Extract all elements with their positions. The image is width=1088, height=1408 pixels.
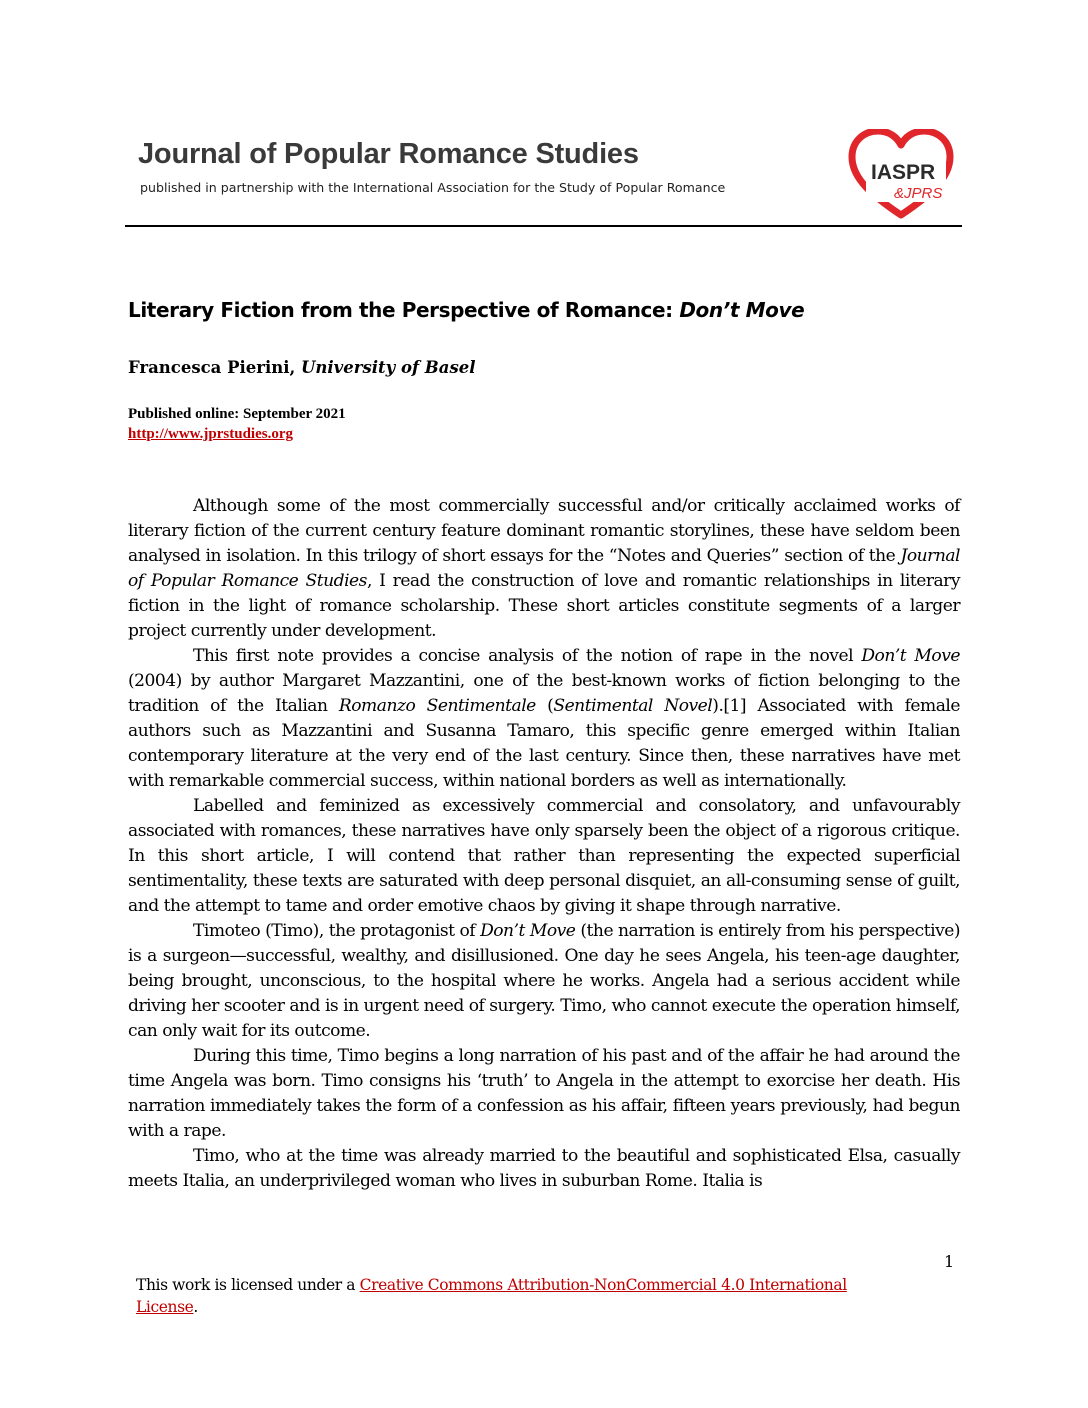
- body-paragraph-1: [128, 494, 960, 644]
- italic-genre-name-english: Sentimental Novel: [553, 696, 713, 716]
- logo-text-jprs: &JPRS: [894, 185, 943, 202]
- body-paragraph-2: [128, 644, 960, 794]
- article-title-italic: Don’t Move: [679, 298, 805, 322]
- author-name: Francesca Pierini,: [128, 358, 302, 377]
- iaspr-jprs-logo: [848, 129, 954, 219]
- logo-text-iaspr: IASPR: [871, 161, 936, 184]
- author-line: [128, 358, 476, 377]
- article-body: [128, 494, 960, 1194]
- text-run: Although some of the most commercially successful and/or critically acclaimed works of literary fiction of the current century feature dominant romantic storylines, these have seldom been analysed in isolation. In this trilogy of short essays for the “Notes and Queries” section of the: [128, 496, 960, 566]
- article-title: [128, 298, 804, 322]
- license-notice: [136, 1274, 856, 1318]
- body-paragraph-3: Labelled and feminized as excessively commercial and consolatory, and unfavourably associated with romances, these narratives have only sparsely been the object of a rigorous critique. In this short article, I will contend that rather than representing the expected superficial sentimentality, these texts are saturated with deep personal disquiet, an all-consuming sense of guilt, and the attempt to tame and order emotive chaos by giving it shape through narrative.: [128, 796, 960, 916]
- text-run: ).[1] Associated with female authors such as Mazzantini and Susanna Tamaro, this specific genre emerged within Italian contemporary literature at the very end of the last century. Since then, these narratives have met with remarkable commercial success, within national borders as well as internationally.: [128, 696, 960, 791]
- article-title-main: Literary Fiction from the Perspective of Romance:: [128, 298, 680, 322]
- author-affiliation: University of Basel: [301, 358, 476, 377]
- body-paragraph-5: During this time, Timo begins a long narration of his past and of the affair he had around the time Angela was born. Timo consigns his ‘truth’ to Angela in the attempt to exorcise her death. His narration immediately takes the form of a confession as his affair, fifteen years previously, had begun with a rape.: [128, 1046, 960, 1141]
- header-rule: [125, 225, 962, 227]
- italic-genre-name: Romanzo Sentimentale: [338, 696, 536, 716]
- text-run: (the narration is entirely from his perspective) is a surgeon—successful, wealthy, and disillusioned. One day he sees Angela, his teen-age daughter, being brought, unconscious, to the hospital where he works. Angela had a serious accident while driving her scooter and is in urgent need of surgery. Timo, who cannot execute the operation himself, can only wait for its outcome.: [128, 921, 961, 1041]
- published-date: Published online: September 2021: [128, 406, 346, 422]
- license-link[interactable]: Creative Commons Attribution-NonCommercial 4.0 International License: [136, 1276, 847, 1316]
- text-run: This first note provides a concise analysis of the notion of rape in the novel: [193, 646, 862, 666]
- italic-novel-title: Don’t Move: [861, 646, 960, 666]
- license-prefix: This work is licensed under a: [136, 1276, 360, 1294]
- page-number: 1: [944, 1252, 955, 1271]
- body-paragraph-6: Timo, who at the time was already married to the beautiful and sophisticated Elsa, casually meets Italia, an underprivileged woman who lives in suburban Rome. Italia is: [128, 1146, 960, 1191]
- journal-title: Journal of Popular Romance Studies: [138, 138, 639, 170]
- journal-website-link[interactable]: http://www.jprstudies.org: [128, 426, 294, 442]
- license-suffix: .: [193, 1298, 198, 1316]
- text-run: (: [535, 696, 554, 716]
- text-run: Timoteo (Timo), the protagonist of: [193, 921, 481, 941]
- italic-novel-title: Don’t Move: [480, 921, 576, 941]
- text-run: (2004) by author Margaret Mazzantini, one of the best-known works of fiction belonging to the tradition of the Italian: [128, 671, 960, 716]
- italic-journal-name: Journal of Popular Romance Studies: [128, 546, 960, 591]
- body-paragraph-4: [128, 919, 960, 1044]
- journal-subtitle: published in partnership with the International Association for the Study of Popular Romance: [140, 180, 726, 195]
- text-run: , I read the construction of love and romantic relationships in literary fiction in the light of romance scholarship. These short articles constitute segments of a larger project currently under development.: [128, 571, 961, 641]
